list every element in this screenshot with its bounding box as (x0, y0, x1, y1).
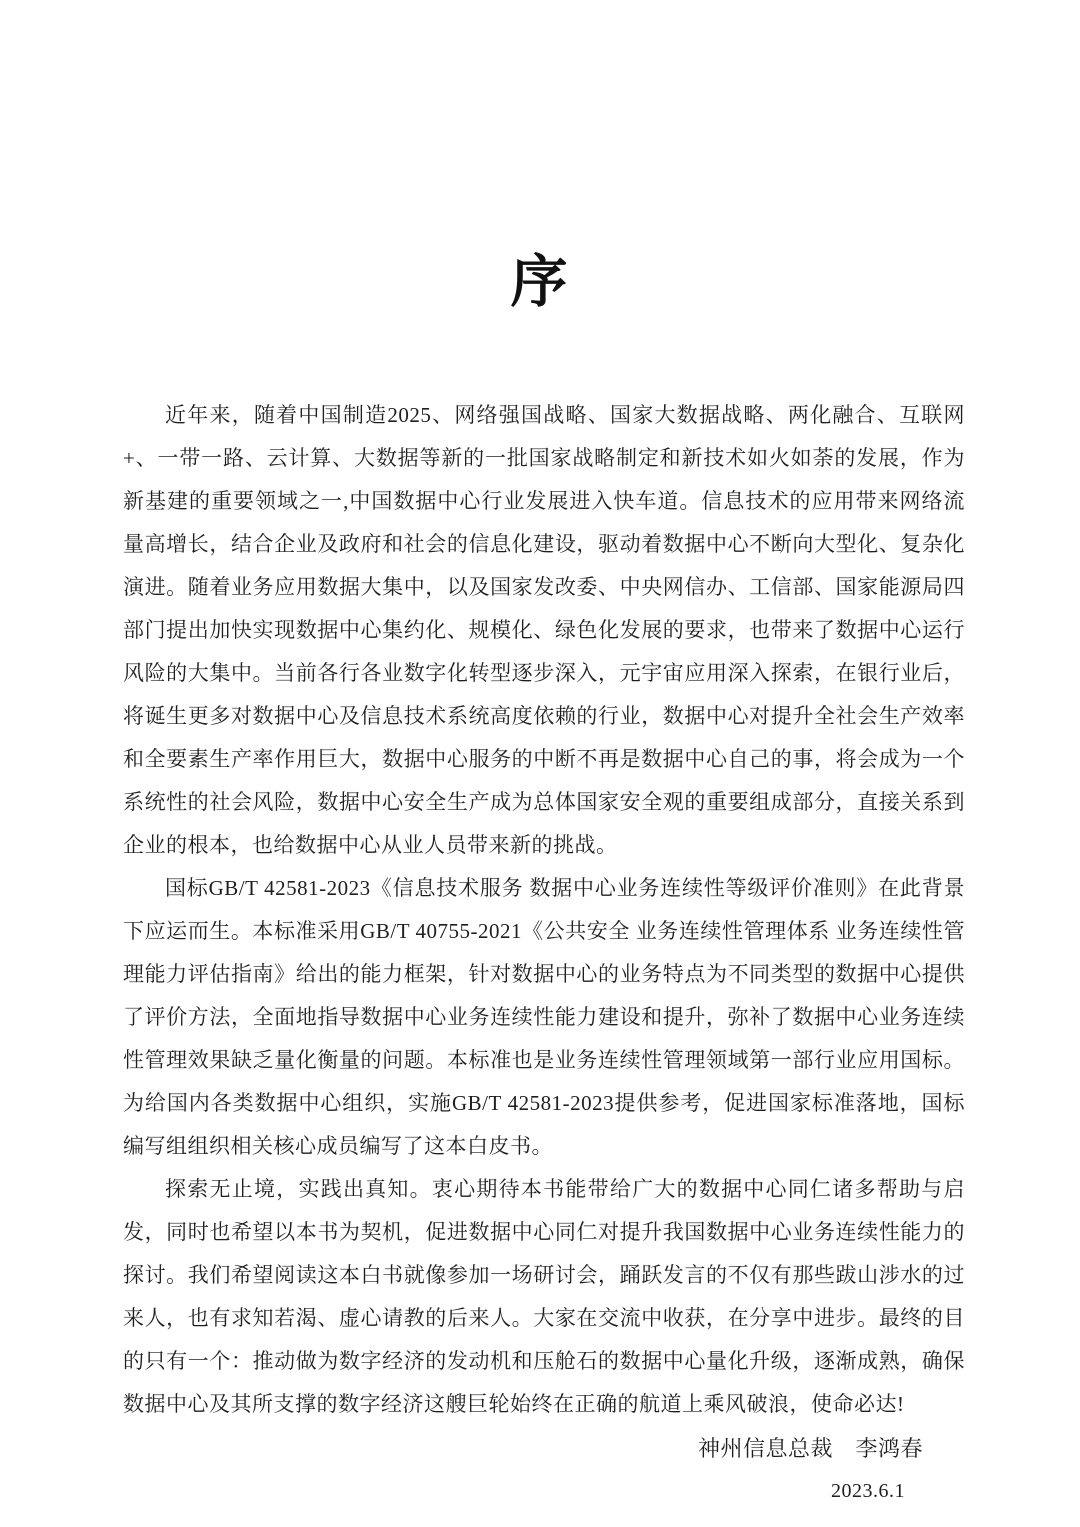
paragraph-standard: 国标GB/T 42581-2023《信息技术服务 数据中心业务连续性等级评价准则》在此背景下应运而生。本标准采用GB/T 40755-2021《公共安全 业务连续性管理体系 业务连续性管理能力评估指南》给出的能力框架，针对数据中心的业务特点为不同类型的数据中心提供了评价方法，全面地指导数据中心业务连续性能力建设和提升，弥补了数据中心业务连续性管理效果缺乏量化衡量的问题。本标准也是业务连续性管理领域第一部行业应用国标。为给国内各类数据中心组织，实施GB/T 42581-2023提供参考，促进国家标准落地，国标编写组组织相关核心成员编写了这本白皮书。 (123, 876, 965, 1158)
signature-line: 神州信息总裁 李鸿春 (697, 1436, 923, 1461)
paragraph-background: 近年来，随着中国制造2025、网络强国战略、国家大数据战略、两化融合、互联网+、一带一路、云计算、大数据等新的一批国家战略制定和新技术如火如荼的发展，作为新基建的重要领域之一,中国数据中心行业发展进入快车道。信息技术的应用带来网络流量高增长，结合企业及政府和社会的信息化建设，驱动着数据中心不断向大型化、复杂化演进。随着业务应用数据大集中，以及国家发改委、中央网信办、工信部、国家能源局四部门提出加快实现数据中心集约化、规模化、绿色化发展的要求，也带来了数据中心运行风险的大集中。当前各行各业数字化转型逐步深入，元宇宙应用深入探索，在银行业后，将诞生更多对数据中心及信息技术系统高度依赖的行业，数据中心对提升全社会生产效率和全要素生产率作用巨大，数据中心服务的中断不再是数据中心自己的事，将会成为一个系统性的社会风险，数据中心安全生产成为总体国家安全观的重要组成部分，直接关系到企业的根本，也给数据中心从业人员带来新的挑战。 (123, 403, 965, 857)
preface-body (123, 394, 965, 1513)
paragraph-outlook: 探索无止境，实践出真知。衷心期待本书能带给广大的数据中心同仁诸多帮助与启发，同时也希望以本书为契机，促进数据中心同仁对提升我国数据中心业务连续性能力的探讨。我们希望阅读这本白书就像参加一场研讨会，踊跃发言的不仅有那些跋山涉水的过来人，也有求知若渴、虚心请教的后来人。大家在交流中收获，在分享中进步。最终的目的只有一个：推动做为数字经济的发动机和压舱石的数据中心量化升级，逐渐成熟，确保数据中心及其所支撑的数字经济这艘巨轮始终在正确的航道上乘风破浪，使命必达! (123, 1177, 965, 1416)
date-line: 2023.6.1 (831, 1480, 905, 1502)
page-title: 序 (510, 251, 570, 314)
